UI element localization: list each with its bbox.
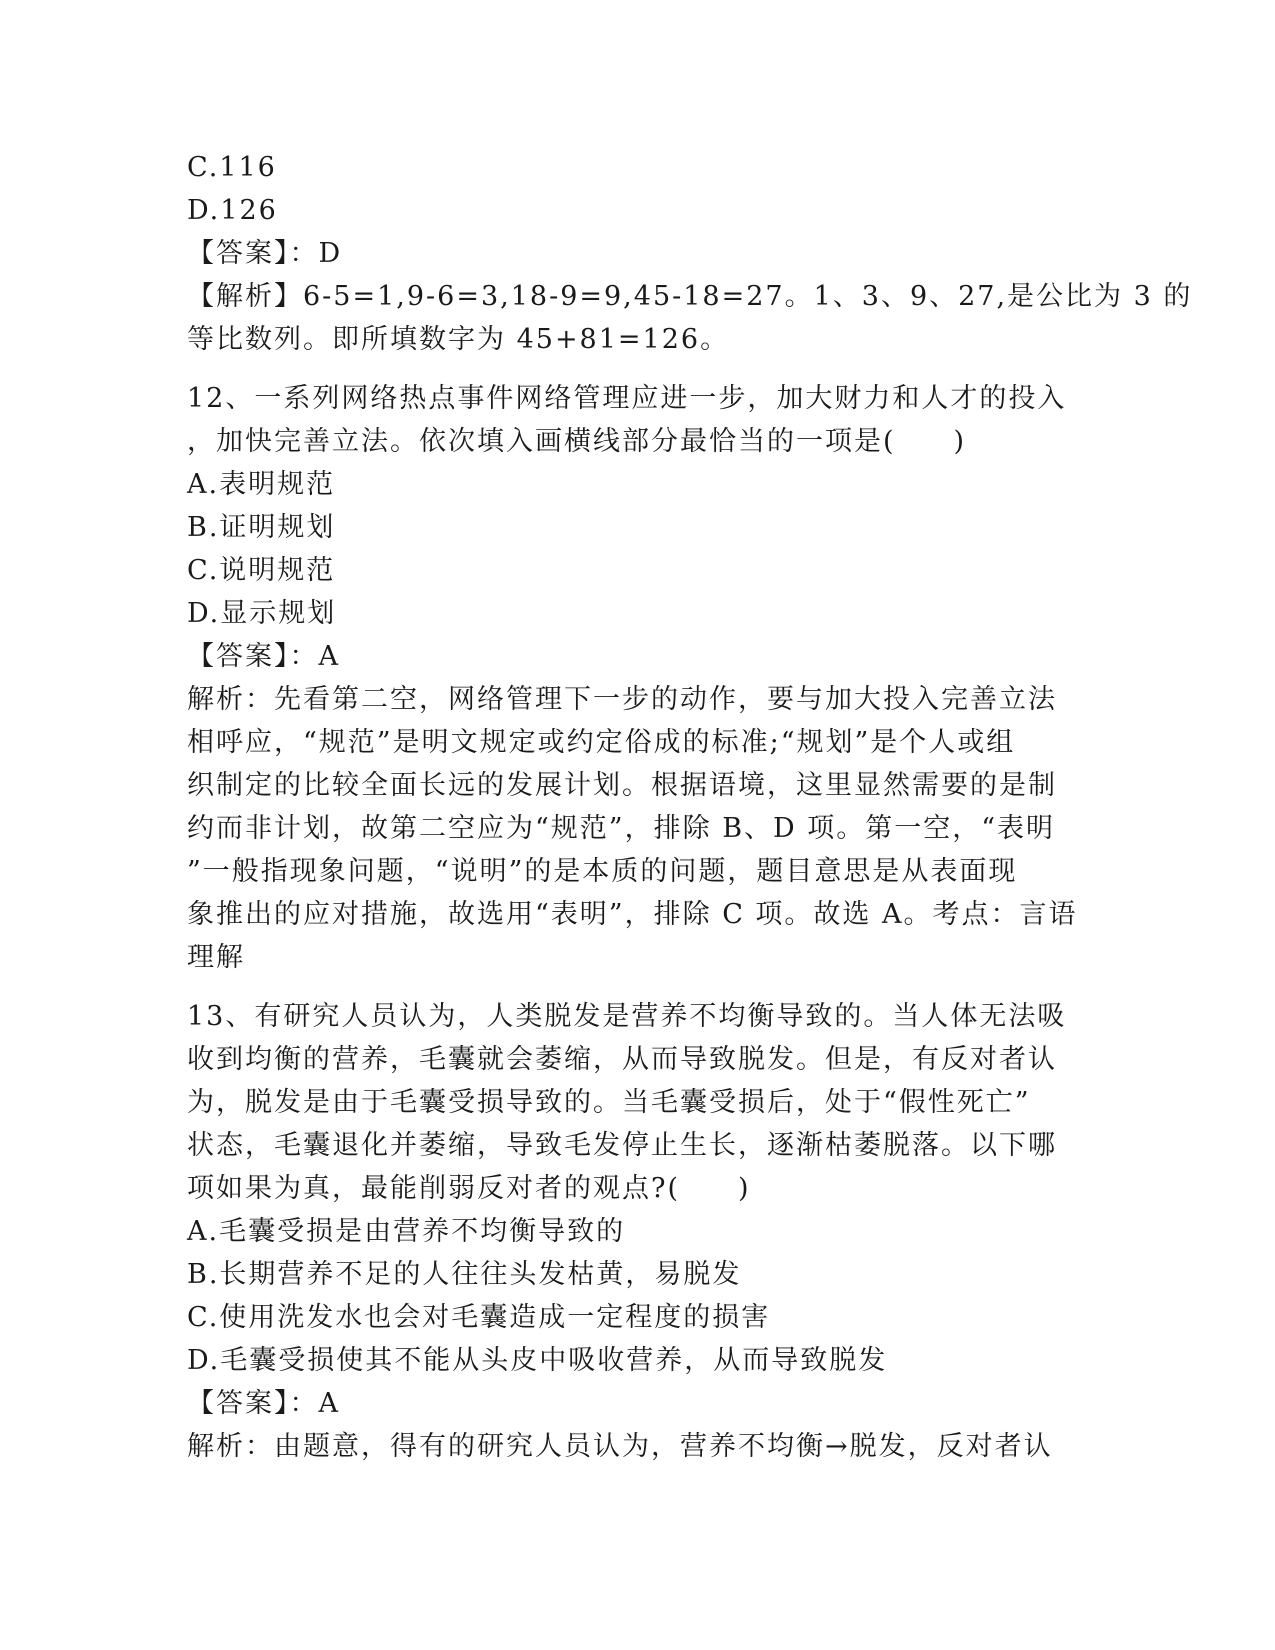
option-d: D.126 (187, 195, 278, 226)
answer-line: 【答案】：A (187, 1388, 340, 1419)
option-d: D.毛囊受损使其不能从头皮中吸收营养，从而导致脱发 (187, 1345, 888, 1376)
option-c: C.说明规范 (187, 555, 336, 586)
option-b: B.证明规划 (187, 512, 336, 543)
block-question-13 (187, 995, 1087, 1468)
analysis-line: 织制定的比较全面长远的发展计划。根据语境，这里显然需要的是制 (187, 770, 1057, 801)
block-q11-answer (187, 146, 1193, 361)
question-text: 13、有研究人员认为，人类脱发是营养不均衡导致的。当人体无法吸 (187, 1001, 1067, 1032)
question-text: 项如果为真，最能削弱反对者的观点?( ) (187, 1173, 751, 1204)
analysis-line: 象推出的应对措施，故选用“表明”，排除 C 项。故选 A。考点：言语 (187, 899, 1078, 930)
option-c: C.116 (187, 152, 277, 183)
analysis-line: 相呼应，“规范”是明文规定或约定俗成的标准;“规划”是个人或组 (187, 727, 1016, 758)
analysis-line: 解析：由题意，得有的研究人员认为，营养不均衡→脱发，反对者认 (187, 1431, 1053, 1462)
analysis-line: 【解析】6-5=1,9-6=3,18-9=9,45-18=27。1、3、9、27,是公比为 3 的 (187, 281, 1193, 312)
option-a: A.表明规范 (187, 469, 336, 500)
question-text: ，加快完善立法。依次填入画横线部分最恰当的一项是( ) (187, 426, 967, 457)
analysis-line: 约而非计划，故第二空应为“规范”，排除 B、D 项。第一空，“表明 (187, 813, 1056, 844)
question-text: 为，脱发是由于毛囊受损导致的。当毛囊受损后，处于“假性死亡” (187, 1087, 1031, 1118)
question-text: 状态，毛囊退化并萎缩，导致毛发停止生长，逐渐枯萎脱落。以下哪 (187, 1130, 1057, 1161)
block-question-12 (187, 377, 1087, 979)
option-b: B.长期营养不足的人往往头发枯黄，易脱发 (187, 1259, 742, 1290)
question-text: 12、一系列网络热点事件网络管理应进一步，加大财力和人才的投入 (187, 383, 1067, 414)
option-d: D.显示规划 (187, 598, 337, 629)
analysis-line: ”一般指现象问题，“说明”的是本质的问题，题目意思是从表面现 (187, 856, 1018, 887)
answer-line: 【答案】：D (187, 238, 343, 269)
analysis-line: 理解 (187, 942, 245, 973)
analysis-line: 等比数列。即所填数字为 45+81=126。 (187, 324, 730, 355)
option-a: A.毛囊受损是由营养不均衡导致的 (187, 1216, 626, 1247)
document-page (187, 146, 1193, 1468)
question-text: 收到均衡的营养，毛囊就会萎缩，从而导致脱发。但是，有反对者认 (187, 1044, 1057, 1075)
answer-line: 【答案】：A (187, 641, 340, 672)
analysis-line: 解析：先看第二空，网络管理下一步的动作，要与加大投入完善立法 (187, 684, 1057, 715)
option-c: C.使用洗发水也会对毛囊造成一定程度的损害 (187, 1302, 771, 1333)
